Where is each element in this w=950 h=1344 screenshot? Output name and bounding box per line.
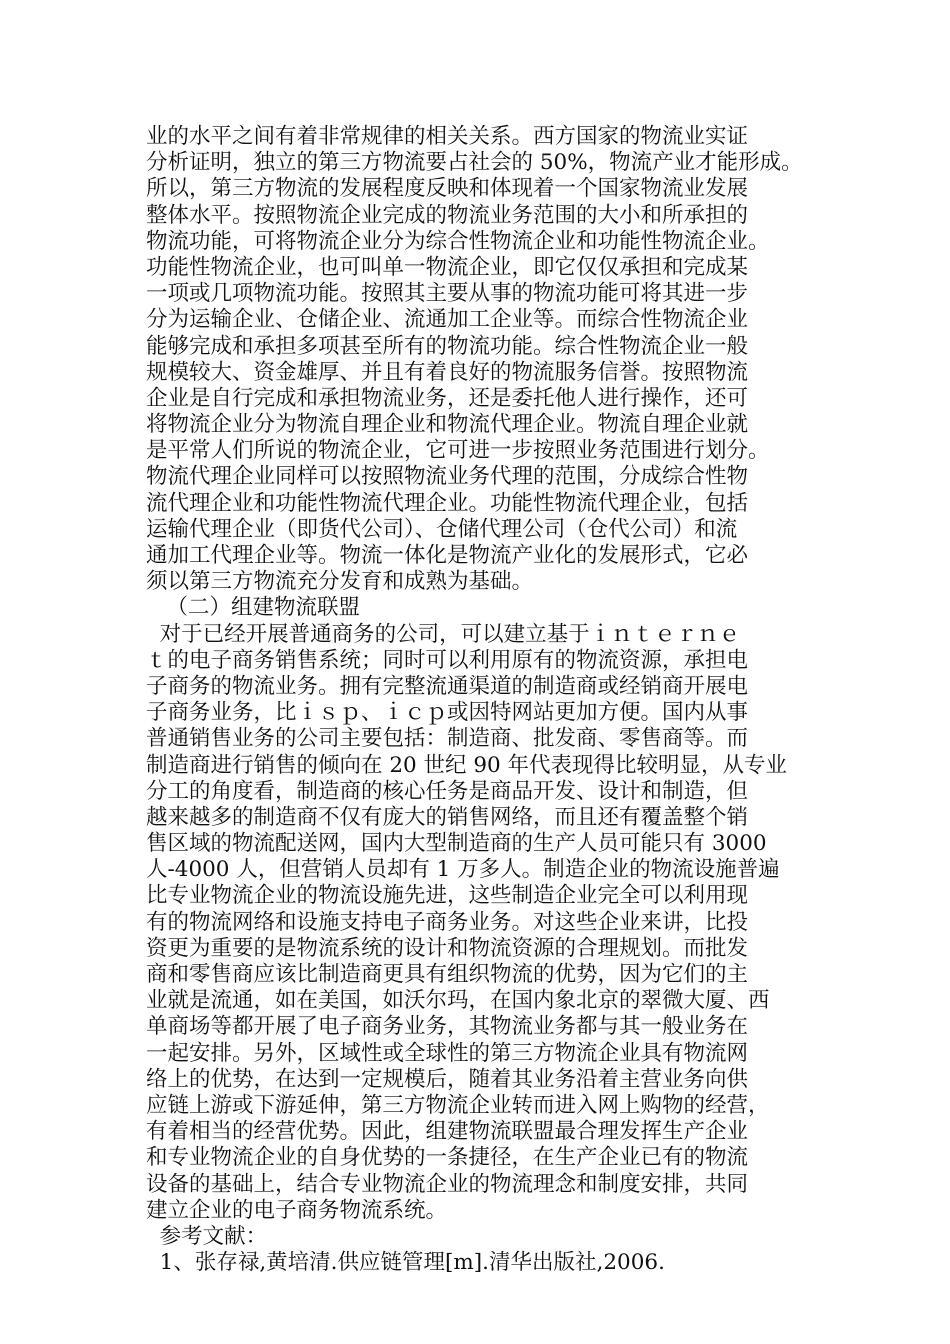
text-line: 一起安排。另外，区域性或全球性的第三方物流企业具有物流网 [146,1040,749,1066]
text-line: 设备的基础上，结合专业物流企业的物流理念和制度安排，共同 [146,1171,749,1197]
text-line: 业就是流通，如在美国，如沃尔玛，在国内象北京的翠微大厦、西 [146,988,770,1014]
text-line: 所以，第三方物流的发展程度反映和体现着一个国家物流业发展 [146,176,749,202]
text-line: 子商务的物流业务。拥有完整流通渠道的制造商或经销商开展电 [146,673,749,699]
text-line: 单商场等都开展了电子商务业务，其物流业务都与其一般业务在 [146,1014,749,1040]
text-line: 是平常人们所说的物流企业，它可进一步按照业务范围进行划分。 [146,438,770,464]
text-line: 制造商进行销售的倾向在 20 世纪 90 年代表现得比较明显，从专业 [146,752,788,778]
text-line: 物流代理企业同样可以按照物流业务代理的范围，分成综合性物 [146,464,749,490]
text-line: 人-4000 人，但营销人员却有 1 万多人。制造企业的物流设施普遍 [146,857,780,883]
text-line: 运输代理企业（即货代公司）、仓储代理公司（仓代公司）和流 [146,516,738,542]
text-line: 比专业物流企业的物流设施先进，这些制造企业完全可以利用现 [146,883,749,909]
text-line: 通加工代理企业等。物流一体化是物流产业化的发展形式，它必 [146,543,749,568]
text-line: 对于已经开展普通商务的公司，可以建立基于ｉｎｔｅｒｎｅ [146,621,741,647]
text-line: 功能性物流企业，也可叫单一物流企业，即它仅仅承担和完成某 [146,254,749,280]
text-line: 流代理企业和功能性物流代理企业。功能性物流代理企业，包括 [146,490,749,516]
text-line: 物流功能，可将物流企业分为综合性物流企业和功能性物流企业。 [146,228,770,254]
text-line: 分工的角度看，制造商的核心任务是商品开发、设计和制造，但 [146,778,749,804]
references-heading: 参考文献： [146,1223,268,1249]
text-line: 有着相当的经营优势。因此，组建物流联盟最合理发挥生产企业 [146,1119,749,1145]
text-line: 分析证明，独立的第三方物流要占社会的 50%，物流产业才能形成。 [146,150,803,176]
text-line: 将物流企业分为物流自理企业和物流代理企业。物流自理企业就 [146,412,749,438]
text-line: 整体水平。按照物流企业完成的物流业务范围的大小和所承担的 [146,202,749,228]
reference-item: 1、张存禄,黄培清.供应链管理[m].清华出版社,2006. [146,1250,665,1276]
text-line: ｔ的电子商务销售系统；同时可以利用原有的物流资源，承担电 [146,647,749,673]
text-line: 能够完成和承担多项甚至所有的物流功能。综合性物流企业一般 [146,333,749,359]
text-line: 企业是自行完成和承担物流业务，还是委托他人进行操作，还可 [146,385,749,411]
text-line: 络上的优势，在达到一定规模后，随着其业务沿着主营业务向供 [146,1066,749,1092]
text-line: 有的物流网络和设施支持电子商务业务。对这些企业来讲，比投 [146,909,749,935]
text-line: 应链上游或下游延伸，第三方物流企业转而进入网上购物的经营， [146,1092,770,1118]
text-line: 商和零售商应该比制造商更具有组织物流的优势，因为它们的主 [146,962,749,987]
text-line: 建立企业的电子商务物流系统。 [146,1197,448,1223]
text-line: 业的水平之间有着非常规律的相关关系。西方国家的物流业实证 [146,124,749,149]
section-heading: （二）组建物流联盟 [146,595,361,621]
text-line: 规模较大、资金雄厚、并且有着良好的物流服务信誉。按照物流 [146,359,749,385]
text-line: 资更为重要的是物流系统的设计和物流资源的合理规划。而批发 [146,935,749,961]
text-line: 一项或几项物流功能。按照其主要从事的物流功能可将其进一步 [146,281,749,307]
text-line: 须以第三方物流充分发育和成熟为基础。 [146,569,534,595]
body-text [146,124,806,1276]
text-line: 普通销售业务的公司主要包括：制造商、批发商、零售商等。而 [146,726,749,752]
text-line: 分为运输企业、仓储企业、流通加工企业等。而综合性物流企业 [146,307,749,333]
text-line: 售区域的物流配送网，国内大型制造商的生产人员可能只有 3000 [146,831,767,857]
text-line: 越来越多的制造商不仅有庞大的销售网络，而且还有覆盖整个销 [146,804,749,830]
text-line: 子商务业务，比ｉｓｐ、ｉｃｐ或因特网站更加方便。国内从事 [146,700,749,726]
text-line: 和专业物流企业的自身优势的一条捷径，在生产企业已有的物流 [146,1145,749,1171]
